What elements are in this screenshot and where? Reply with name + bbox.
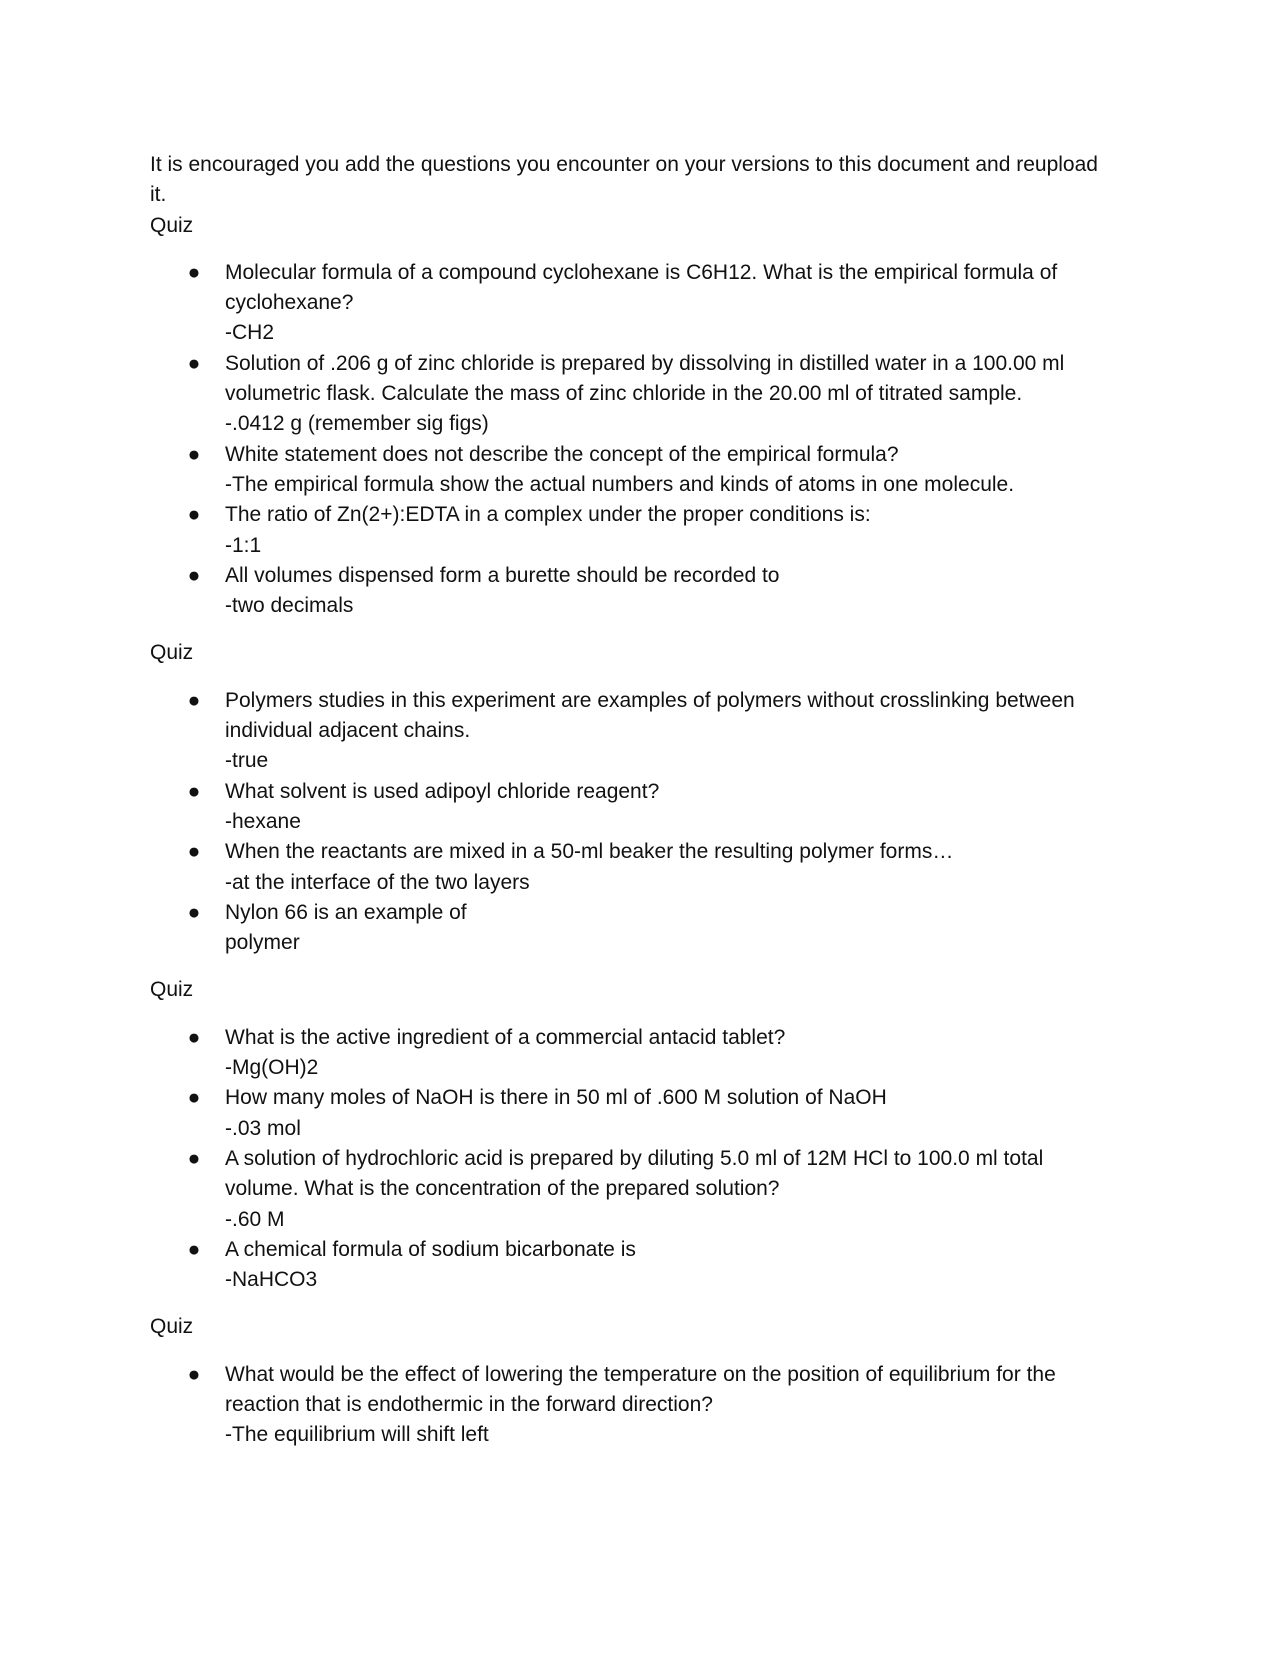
answer-text: -two decimals: [225, 594, 354, 618]
list-item: [150, 500, 1110, 561]
answer-text: -Mg(OH)2: [225, 1056, 319, 1080]
answer-text: polymer: [225, 931, 300, 955]
answer-text: -CH2: [225, 321, 275, 345]
list-item: [150, 258, 1110, 349]
list-item: [150, 440, 1110, 501]
question-text: Solution of .206 g of zinc chloride is prepared by dissolving in distilled water in a 100.00 ml volumetric flask. Calculate the mass of zinc chloride in the 20.00 ml of titrated sample.: [225, 351, 1065, 406]
bullet-icon: ●: [187, 840, 201, 864]
bullet-icon: ●: [187, 563, 201, 587]
list-item: [150, 777, 1110, 838]
list-item: [150, 1083, 1110, 1144]
bullet-icon: ●: [187, 351, 201, 375]
question-text: Molecular formula of a compound cyclohexane is C6H12. What is the empirical formula of cyclohexane?: [225, 260, 1058, 315]
answer-text: -The empirical formula show the actual numbers and kinds of atoms in one molecule.: [225, 472, 1015, 496]
question-text: A solution of hydrochloric acid is prepared by diluting 5.0 ml of 12M HCl to 100.0 ml total volume. What is the concentration of the prepared solution?: [225, 1146, 1044, 1201]
bullet-icon: ●: [187, 1086, 201, 1110]
quiz-title: Quiz: [150, 978, 194, 1002]
quiz-title: Quiz: [150, 1315, 194, 1339]
question-text: When the reactants are mixed in a 50-ml beaker the resulting polymer forms…: [225, 840, 954, 864]
question-text: White statement does not describe the concept of the empirical formula?: [225, 442, 899, 466]
quiz-section: [150, 975, 1110, 1295]
list-item: [150, 837, 1110, 898]
answer-text: -.0412 g (remember sig figs): [225, 412, 489, 436]
bullet-icon: ●: [187, 779, 201, 803]
question-list: [150, 1023, 1110, 1296]
question-list: [150, 258, 1110, 622]
quiz-title: Quiz: [150, 213, 194, 237]
bullet-icon: ●: [187, 503, 201, 527]
list-item: [150, 1360, 1110, 1451]
answer-text: -true: [225, 749, 269, 773]
question-text: Polymers studies in this experiment are examples of polymers without crosslinking between individual adjacent chains.: [225, 688, 1075, 743]
answer-text: -hexane: [225, 809, 301, 833]
answer-text: -.03 mol: [225, 1116, 301, 1140]
list-item: [150, 686, 1110, 777]
answer-text: -NaHCO3: [225, 1268, 318, 1292]
answer-text: -.60 M: [225, 1207, 285, 1231]
answer-text: -at the interface of the two layers: [225, 870, 530, 894]
list-item: [150, 1235, 1110, 1296]
bullet-icon: ●: [187, 260, 201, 284]
bullet-icon: ●: [187, 688, 201, 712]
document-body: [150, 150, 1110, 1468]
question-text: All volumes dispensed form a burette should be recorded to: [225, 563, 780, 587]
bullet-icon: ●: [187, 1237, 201, 1261]
question-list: [150, 1360, 1110, 1451]
bullet-icon: ●: [187, 900, 201, 924]
list-item: [150, 1023, 1110, 1084]
quiz-container: [150, 211, 1110, 1451]
quiz-section: [150, 1312, 1110, 1450]
quiz-title: Quiz: [150, 641, 194, 665]
question-text: What would be the effect of lowering the temperature on the position of equilibrium for the reaction that is endothermic in the forward direction?: [225, 1362, 1056, 1416]
bullet-icon: ●: [187, 1025, 201, 1049]
quiz-section: [150, 638, 1110, 958]
answer-text: -1:1: [225, 533, 262, 557]
question-list: [150, 686, 1110, 959]
list-item: [150, 1144, 1110, 1235]
intro-paragraph: It is encouraged you add the questions you encounter on your versions to this document and reupload it.: [150, 153, 1098, 207]
bullet-icon: ●: [187, 1146, 201, 1170]
quiz-section: [150, 211, 1110, 622]
answer-text: -The equilibrium will shift left: [225, 1423, 489, 1447]
question-text: A chemical formula of sodium bicarbonate is: [225, 1237, 636, 1261]
question-text: How many moles of NaOH is there in 50 ml of .600 M solution of NaOH: [225, 1086, 887, 1110]
question-text: What is the active ingredient of a commercial antacid tablet?: [225, 1025, 786, 1049]
list-item: [150, 349, 1110, 440]
list-item: [150, 561, 1110, 622]
bullet-icon: ●: [187, 1362, 201, 1386]
question-text: The ratio of Zn(2+):EDTA in a complex under the proper conditions is:: [225, 503, 871, 527]
question-text: Nylon 66 is an example of: [225, 900, 467, 924]
list-item: [150, 898, 1110, 959]
question-text: What solvent is used adipoyl chloride reagent?: [225, 779, 660, 803]
bullet-icon: ●: [187, 442, 201, 466]
